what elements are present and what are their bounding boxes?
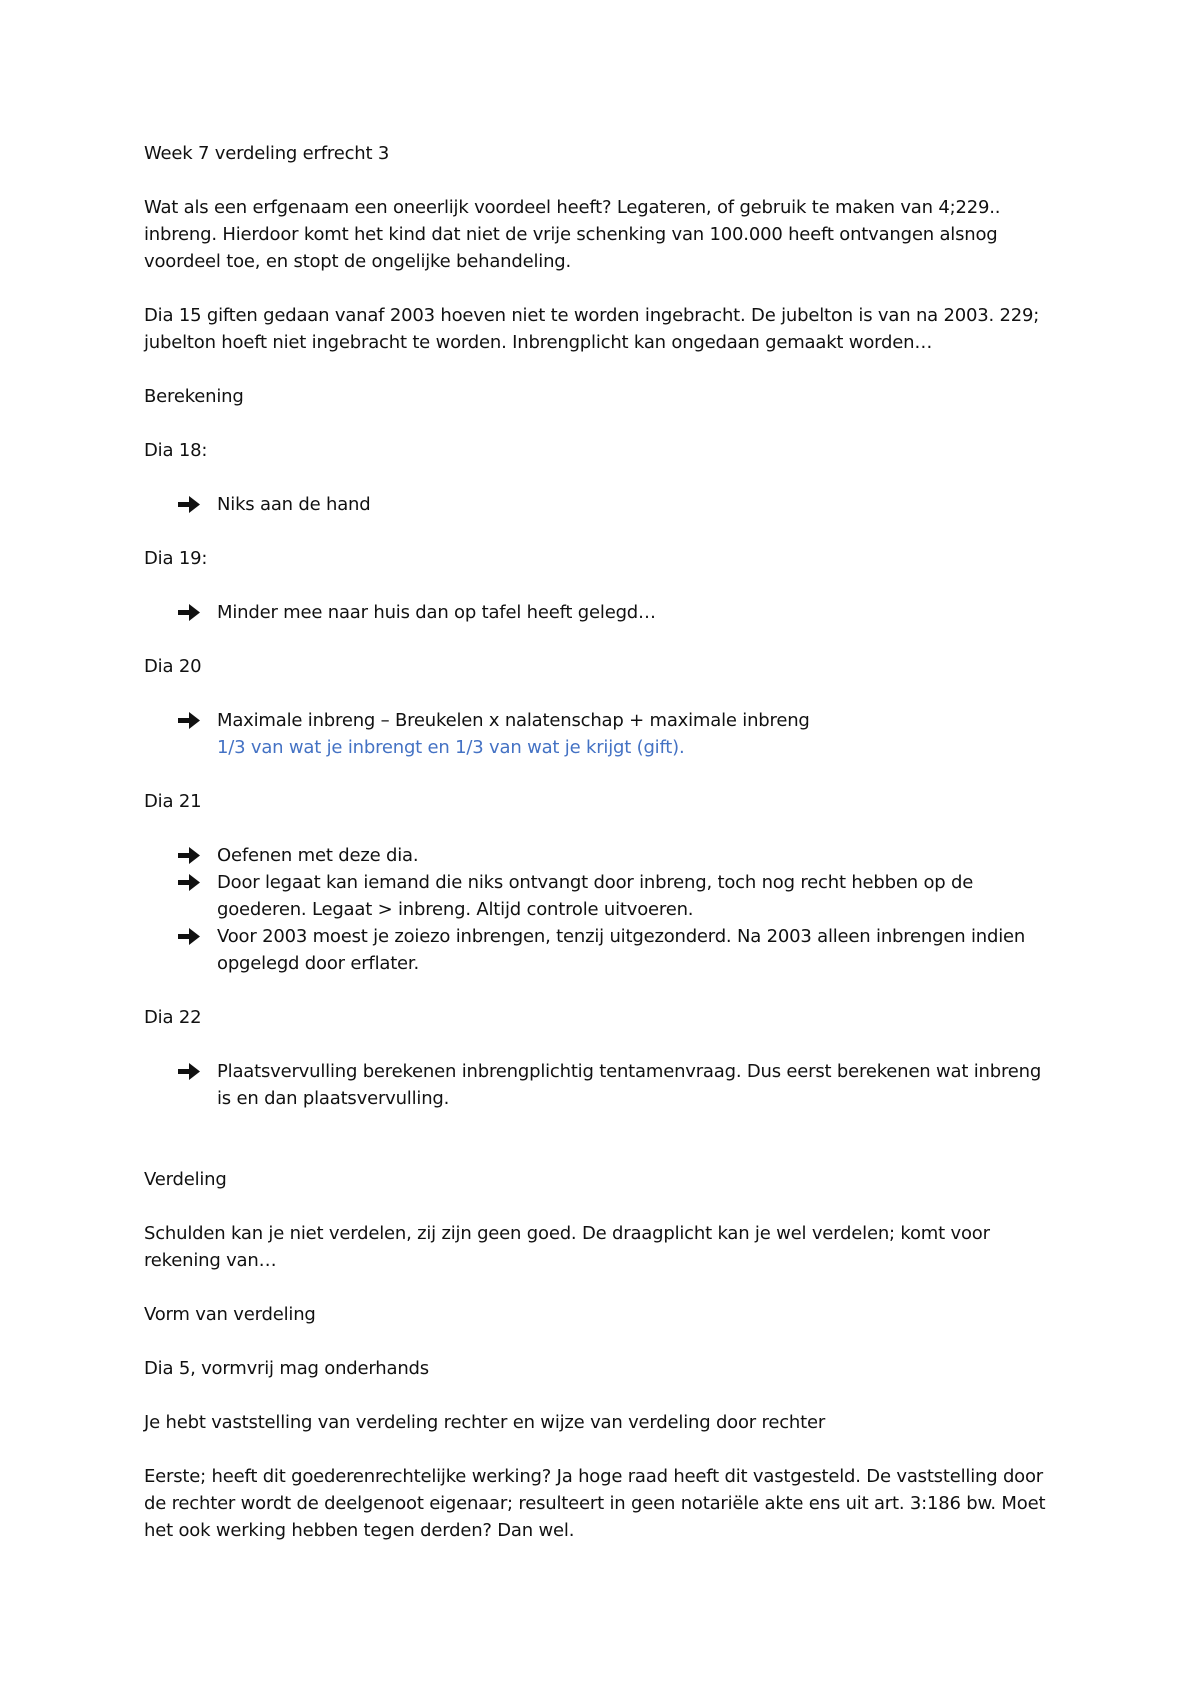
paragraph-dia-15: Dia 15 giften gedaan vanaf 2003 hoeven niet te worden ingebracht. De jubelton is van na 2003. 229; jubelton hoeft niet ingebracht te worden. Inbrengplicht kan ongedaan gemaakt worden… <box>144 305 1040 353</box>
heading-dia-18: Dia 18: <box>144 440 208 461</box>
paragraph-eerste: Eerste; heeft dit goederenrechtelijke werking? Ja hoge raad heeft dit vastgesteld. De vaststelling door de rechter wordt de deelgenoot eigenaar; resulteert in geen notariële akte ens uit art. 3:186 bw. Moet het ook werking hebben tegen derden? Dan wel. <box>144 1466 1046 1541</box>
heading-berekening: Berekening <box>144 386 244 407</box>
dia-22-list <box>144 1058 1059 1112</box>
heading-vorm-van-verdeling: Vorm van verdeling <box>144 1304 316 1325</box>
heading-dia-21: Dia 21 <box>144 791 202 812</box>
paragraph-dia-5: Dia 5, vormvrij mag onderhands <box>144 1358 429 1379</box>
paragraph-schulden: Schulden kan je niet verdelen, zij zijn geen goed. De draagplicht kan je wel verdelen; komt voor rekening van… <box>144 1223 990 1271</box>
heading-dia-19: Dia 19: <box>144 548 208 569</box>
list-item-text: Oefenen met deze dia. <box>217 845 419 866</box>
right-arrow-icon <box>178 874 200 891</box>
heading-dia-22: Dia 22 <box>144 1007 202 1028</box>
right-arrow-icon <box>178 847 200 864</box>
list-item <box>144 707 1059 761</box>
list-item-text: Plaatsvervulling berekenen inbrengplichtig tentamenvraag. Dus eerst berekenen wat inbreng is en dan plaatsvervulling. <box>217 1061 1042 1109</box>
document-title: Week 7 verdeling erfrecht 3 <box>144 143 390 164</box>
right-arrow-icon <box>178 1063 200 1080</box>
list-item-text: Voor 2003 moest je zoiezo inbrengen, tenzij uitgezonderd. Na 2003 alleen inbrengen indien opgelegd door erflater. <box>217 926 1026 974</box>
dia-21-list <box>144 842 1059 977</box>
paragraph-voordeel: Wat als een erfgenaam een oneerlijk voordeel heeft? Legateren, of gebruik te maken van 4;229.. inbreng. Hierdoor komt het kind dat niet de vrije schenking van 100.000 heeft ontvangen alsnog voordeel toe, en stopt de ongelijke behandeling. <box>144 197 1001 272</box>
right-arrow-icon <box>178 604 200 621</box>
list-item-text: Minder mee naar huis dan op tafel heeft gelegd… <box>217 602 656 623</box>
document-page <box>144 140 1059 1571</box>
list-item-text: Door legaat kan iemand die niks ontvangt door inbreng, toch nog recht hebben op de goederen. Legaat > inbreng. Altijd controle uitvoeren. <box>217 872 974 920</box>
heading-dia-20: Dia 20 <box>144 656 202 677</box>
list-item <box>144 1058 1059 1112</box>
dia-19-list <box>144 599 1059 626</box>
list-item <box>144 491 1059 518</box>
paragraph-vaststelling: Je hebt vaststelling van verdeling rechter en wijze van verdeling door rechter <box>144 1412 826 1433</box>
dia-18-list <box>144 491 1059 518</box>
right-arrow-icon <box>178 496 200 513</box>
list-item <box>144 869 1059 923</box>
list-item-text: Niks aan de hand <box>217 494 371 515</box>
right-arrow-icon <box>178 928 200 945</box>
list-item <box>144 842 1059 869</box>
list-item-text: Maximale inbreng – Breukelen x nalatenschap + maximale inbreng <box>217 710 810 731</box>
right-arrow-icon <box>178 712 200 729</box>
dia-20-list <box>144 707 1059 761</box>
heading-verdeling: Verdeling <box>144 1169 227 1190</box>
list-item <box>144 923 1059 977</box>
list-item <box>144 599 1059 626</box>
list-item-note-blue: 1/3 van wat je inbrengt en 1/3 van wat je krijgt (gift). <box>217 737 685 758</box>
